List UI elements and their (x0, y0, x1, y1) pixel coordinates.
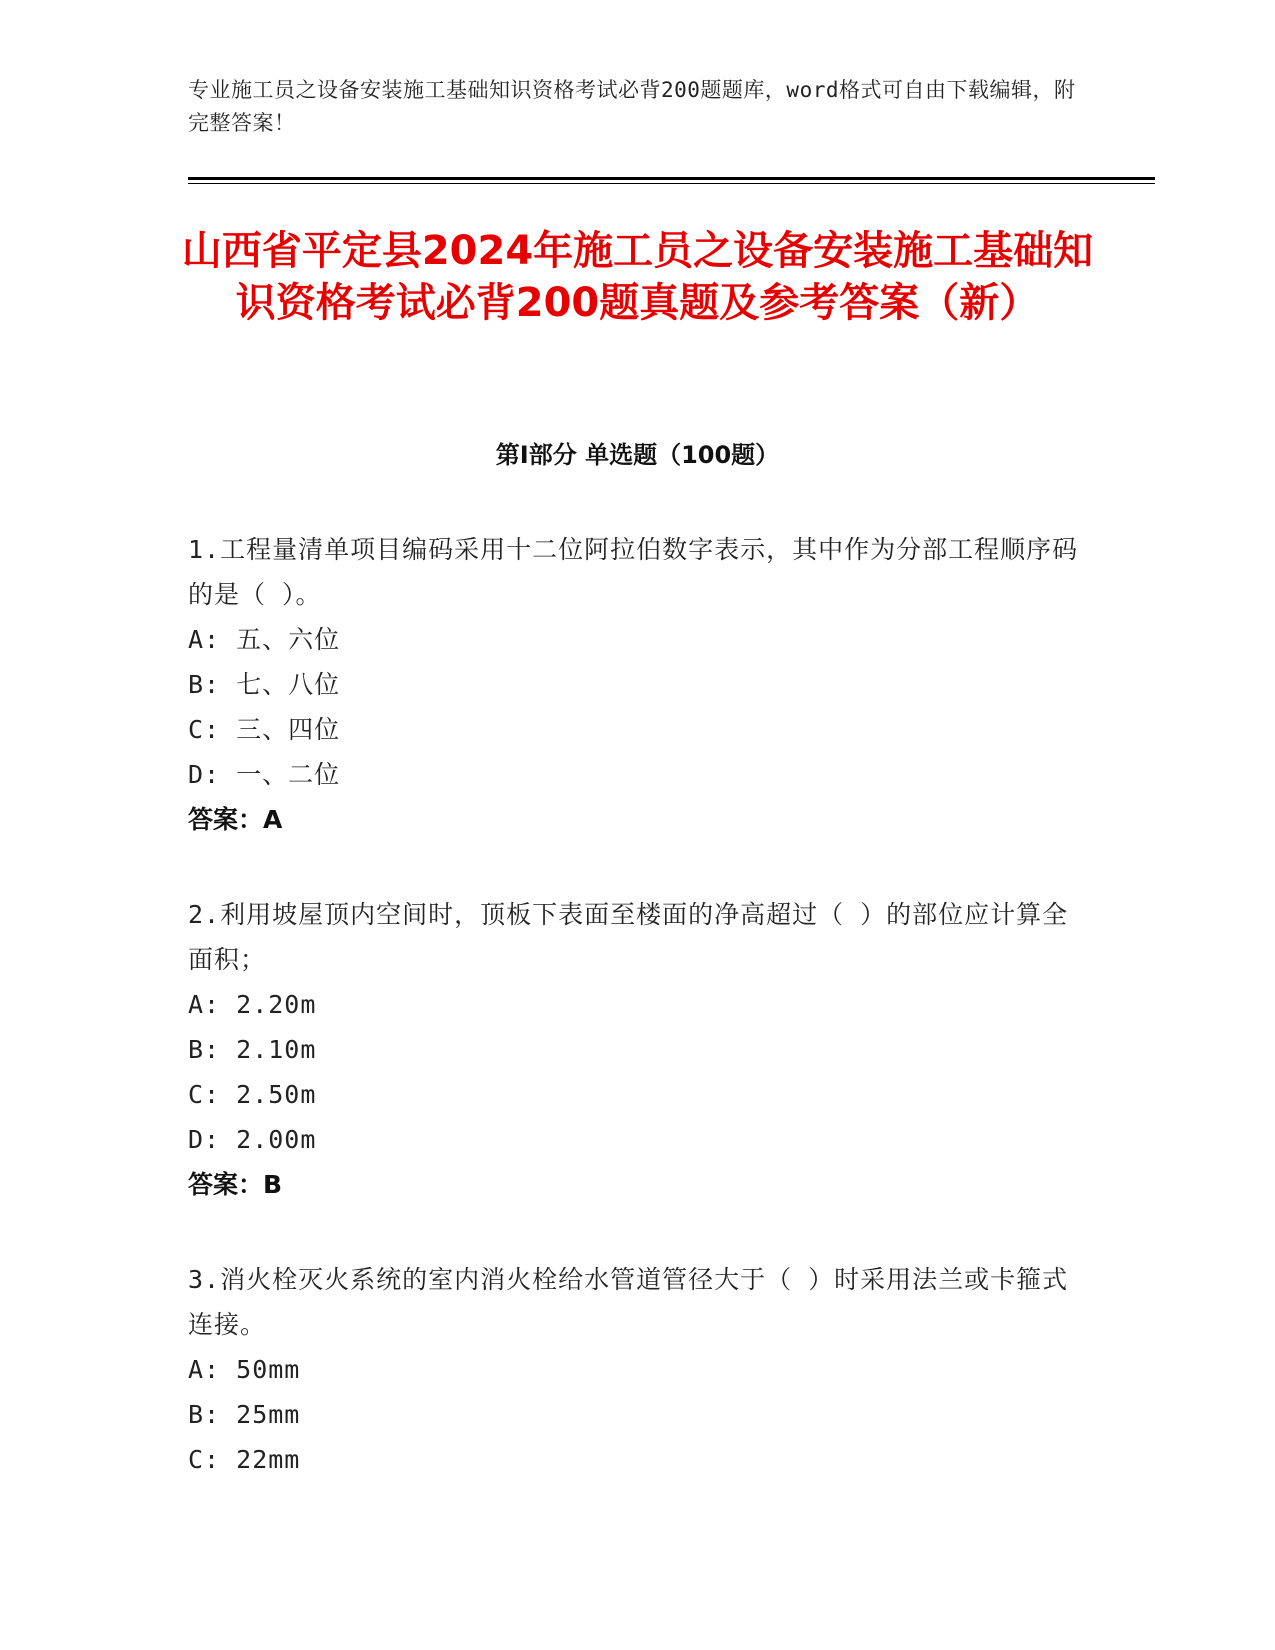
question-stem: 2.利用坡屋顶内空间时，顶板下表面至楼面的净高超过（ ）的部位应计算全面积； (188, 900, 1069, 974)
option-a: A: 2.20m (188, 990, 317, 1019)
option-d: D: 一、二位 (188, 760, 341, 789)
question-stem: 3.消火栓灭火系统的室内消火栓给水管道管径大于（ ）时采用法兰或卡箍式连接。 (188, 1265, 1069, 1339)
section-title: 第I部分 单选题（100题） (495, 441, 780, 469)
option-c: C: 2.50m (188, 1080, 317, 1109)
question-2 (188, 892, 1088, 1207)
question-stem: 1.工程量清单项目编码采用十二位阿拉伯数字表示，其中作为分部工程顺序码的是（ ）。 (188, 535, 1079, 609)
option-a: A: 五、六位 (188, 625, 341, 654)
header-rule-thin (188, 183, 1155, 184)
document-title: 山西省平定县2024年施工员之设备安装施工基础知识资格考试必背200题真题及参考答案（新） (181, 228, 1094, 326)
header-note: 专业施工员之设备安装施工基础知识资格考试必背200题题库，word格式可自由下载编辑，附完整答案！ (188, 78, 1076, 135)
option-c: C: 22mm (188, 1445, 301, 1474)
option-d: D: 2.00m (188, 1125, 317, 1154)
option-b: B: 2.10m (188, 1035, 317, 1064)
option-b: B: 七、八位 (188, 670, 341, 699)
question-list (188, 527, 1088, 1532)
header-rule-thick (188, 177, 1155, 180)
option-c: C: 三、四位 (188, 715, 341, 744)
question-1 (188, 527, 1088, 842)
question-3 (188, 1257, 1088, 1482)
option-b: B: 25mm (188, 1400, 301, 1429)
answer: 答案：B (188, 1170, 283, 1199)
option-a: A: 50mm (188, 1355, 301, 1384)
answer: 答案：A (188, 805, 283, 834)
